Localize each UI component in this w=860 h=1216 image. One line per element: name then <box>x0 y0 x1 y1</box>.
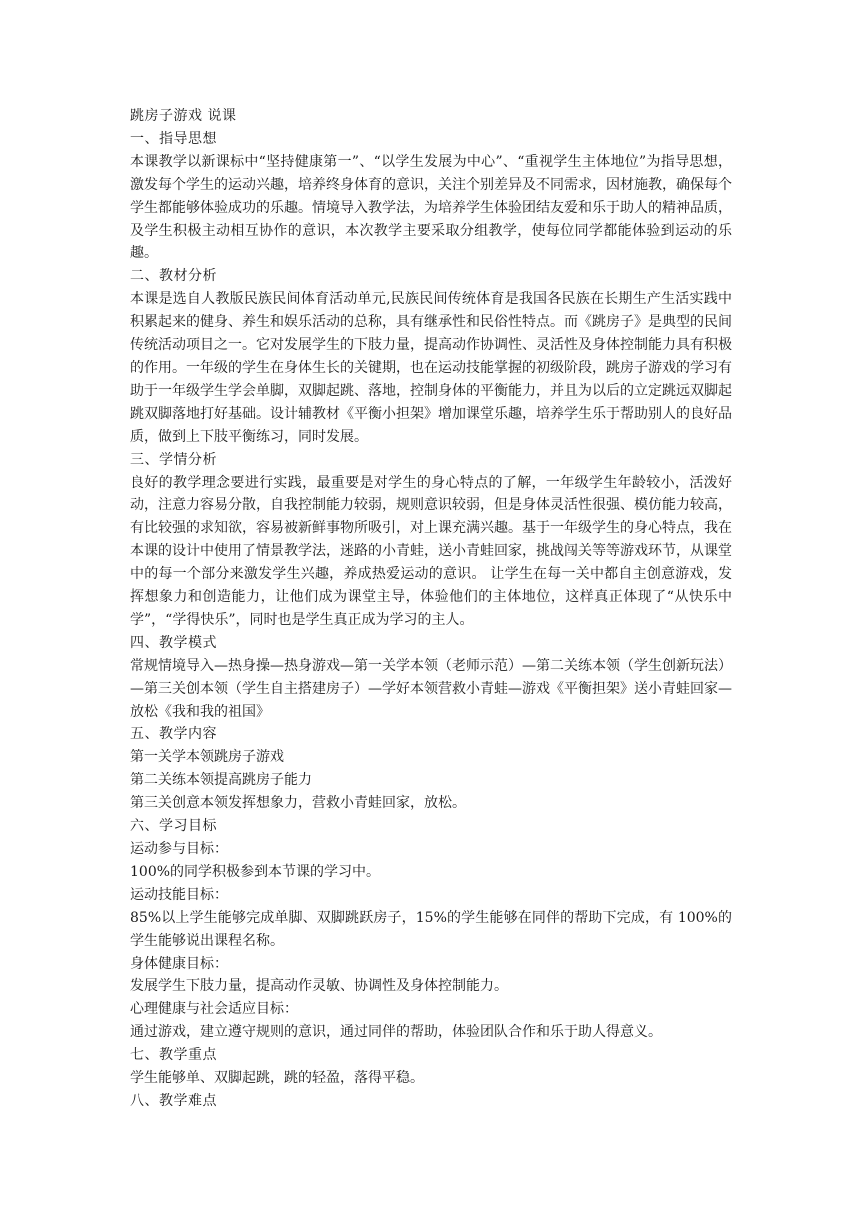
paragraph-material-analysis: 本课是选自人教版民族民间体育活动单元,民族民间传统体育是我国各民族在长期生产生活实践中积累起来的健身、养生和娱乐活动的总称，具有继承性和民俗性特点。而《跳房子》是典型的民间传统活动项目之一。它对发展学生的下肢力量，提高动作协调性、灵活性及身体控制能力具有积极的作用。一年级的学生在身体生长的关键期，也在运动技能掌握的初级阶段，跳房子游戏的学习有助于一年级学生学会单脚，双脚起跳、落地，控制身体的平衡能力，并且为以后的立定跳远双脚起跳双脚落地打好基础。设计辅教材《平衡小担架》增加课堂乐趣，培养学生乐于帮助别人的良好品质，做到上下肢平衡练习，同时发展。 <box>130 291 732 445</box>
content-item-3: 第三关创意本领发挥想象力，营救小青蛙回家，放松。 <box>130 795 466 812</box>
goal-label-health: 身体健康目标： <box>130 955 228 972</box>
goal-text-skill: 85%以上学生能够完成单脚、双脚跳跃房子，15%的学生能够在同伴的帮助下完成，有 100%的学生能够说出课程名称。 <box>130 909 732 949</box>
goal-text-participation: 100%的同学积极参到本节课的学习中。 <box>130 863 381 880</box>
content-item-1: 第一关学本领跳房子游戏 <box>130 749 284 766</box>
section-heading-key-points: 七、教学重点 <box>130 1047 217 1064</box>
paragraph-teaching-model: 常规情境导入—热身操—热身游戏—第一关学本领（老师示范）—第二关练本领（学生创新玩法）—第三关创本领（学生自主搭建房子）—学好本领营救小青蛙—游戏《平衡担架》送小青蛙回家—放松《我和我的祖国》 <box>130 657 732 720</box>
paragraph-key-points: 学生能够单、双脚起跳，跳的轻盈，落得平稳。 <box>130 1070 424 1087</box>
goal-text-health: 发展学生下肢力量，提高动作灵敏、协调性及身体控制能力。 <box>130 978 508 995</box>
section-heading-student-analysis: 三、学情分析 <box>130 451 217 468</box>
document-page <box>130 105 732 1113</box>
content-item-2: 第二关练本领提高跳房子能力 <box>130 772 312 789</box>
goal-label-skill: 运动技能目标： <box>130 886 228 903</box>
section-heading-teaching-content: 五、教学内容 <box>130 726 217 743</box>
section-heading-guiding-ideology: 一、指导思想 <box>130 130 217 147</box>
section-heading-difficulties: 八、教学难点 <box>130 1092 217 1109</box>
paragraph-student-analysis: 良好的教学理念要进行实践，最重要是对学生的身心特点的了解，一年级学生年龄较小，活泼好动，注意力容易分散，自我控制能力较弱，规则意识较弱，但是身体灵活性很强、模仿能力较高，有比较强的求知欲，容易被新鲜事物所吸引，对上课充满兴趣。基于一年级学生的身心特点，我在本课的设计中使用了情景教学法，迷路的小青蛙，送小青蛙回家，挑战闯关等等游戏环节，从课堂中的每一个部分来激发学生兴趣，养成热爱运动的意识。 让学生在每一关中都自主创意游戏，发挥想象力和创造能力，让他们成为课堂主导，体验他们的主体地位，这样真正体现了“从快乐中学”，“学得快乐”，同时也是学生真正成为学习的主人。 <box>130 474 732 628</box>
section-heading-teaching-model: 四、教学模式 <box>130 634 217 651</box>
goal-text-mental-social: 通过游戏，建立遵守规则的意识，通过同伴的帮助，体验团队合作和乐于助人得意义。 <box>130 1024 662 1041</box>
document-title: 跳房子游戏 说课 <box>130 108 237 124</box>
goal-label-mental-social: 心理健康与社会适应目标： <box>130 1001 298 1018</box>
goal-label-participation: 运动参与目标： <box>130 841 228 857</box>
section-heading-material-analysis: 二、教材分析 <box>130 268 217 285</box>
section-heading-learning-goals: 六、学习目标 <box>130 818 217 835</box>
paragraph-guiding-ideology: 本课教学以新课标中“坚持健康第一”、“以学生发展为中心”、“重视学生主体地位”为指导思想，激发每个学生的运动兴趣，培养终身体育的意识，关注个别差异及不同需求，因材施教，确保每个学生都能够体验成功的乐趣。情境导入教学法，为培养学生体验团结友爱和乐于助人的精神品质，及学生积极主动相互协作的意识，本次教学主要采取分组教学，使每位同学都能体验到运动的乐趣。 <box>130 153 732 262</box>
